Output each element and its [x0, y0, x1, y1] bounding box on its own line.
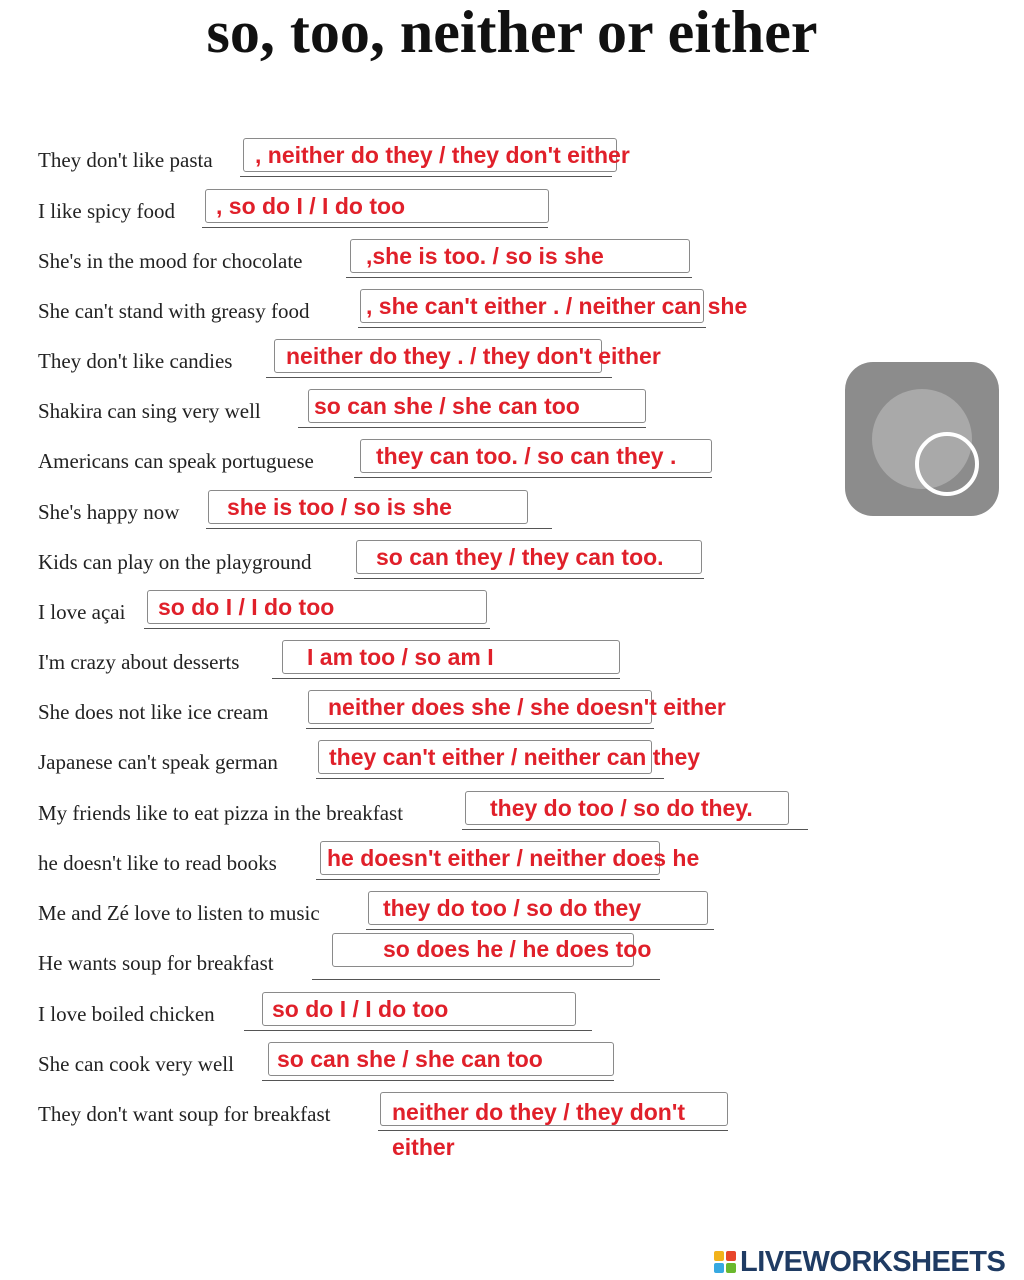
answer-underline	[272, 678, 620, 679]
exercise-row	[0, 936, 1024, 985]
answer-text: they can't either / neither can they	[329, 744, 701, 770]
answer-text: so can she / she can too	[277, 1046, 543, 1072]
exercise-row	[0, 644, 1024, 684]
exercise-row	[0, 795, 1024, 835]
exercise-prompt: Japanese can't speak german	[38, 750, 278, 774]
exercise-prompt: She's happy now	[38, 500, 180, 524]
answer-text: neither does she / she doesn't either	[328, 694, 726, 720]
record-circle-icon	[872, 389, 972, 489]
answer-underline	[244, 1030, 592, 1031]
answer-text: I am too / so am I	[307, 644, 494, 670]
exercise-prompt: She can cook very well	[38, 1052, 234, 1076]
page-title: so, too, neither or either	[206, 0, 818, 65]
exercise-prompt: Shakira can sing very well	[38, 399, 261, 423]
answer-text: , neither do they / they don't either	[255, 142, 630, 168]
answer-text: so can they / they can too.	[376, 544, 664, 570]
exercise-prompt: Kids can play on the playground	[38, 550, 312, 574]
answer-text: , so do I / I do too	[216, 193, 406, 219]
answer-text: they do too / so do they.	[490, 795, 753, 821]
answer-text: so can she / she can too	[314, 393, 580, 419]
exercise-row	[0, 694, 1024, 734]
answer-text: they can too. / so can they .	[376, 443, 677, 469]
answer-text: so do I / I do too	[158, 594, 335, 620]
exercise-row	[0, 1046, 1024, 1086]
answer-underline	[354, 578, 704, 579]
exercise-prompt: She can't stand with greasy food	[38, 299, 310, 323]
answer-text: so do I / I do too	[272, 996, 449, 1022]
answer-text: she is too / so is she	[227, 494, 452, 520]
exercise-prompt: I like spicy food	[38, 199, 176, 223]
answer-underline	[316, 778, 664, 779]
exercise-row	[0, 1096, 1024, 1160]
answer-underline	[346, 277, 692, 278]
answer-text: he doesn't either / neither does he	[327, 845, 700, 871]
exercise-prompt: I love açai	[38, 600, 126, 624]
answer-underline	[354, 477, 712, 478]
answer-text: , she can't either . / neither can she	[366, 293, 748, 319]
answer-text: ,she is too. / so is she	[366, 243, 604, 269]
record-button[interactable]	[845, 362, 999, 516]
answer-text: neither do they / they don't either	[392, 1099, 685, 1160]
exercise-row	[0, 293, 1024, 333]
logo-square	[726, 1263, 736, 1273]
answer-underline	[358, 327, 706, 328]
answer-underline	[462, 829, 808, 830]
exercise-prompt: My friends like to eat pizza in the breakfast	[38, 801, 404, 825]
answer-underline	[316, 879, 660, 880]
answer-underline	[366, 929, 714, 930]
answer-underline	[262, 1080, 614, 1081]
exercise-prompt: I love boiled chicken	[38, 1002, 215, 1026]
logo-square	[714, 1251, 724, 1261]
exercise-row	[0, 845, 1024, 885]
logo-square	[714, 1263, 724, 1273]
exercise-row	[0, 544, 1024, 584]
answer-underline	[266, 377, 612, 378]
answer-underline	[240, 176, 612, 177]
answer-text: so does he / he does too	[383, 936, 652, 962]
answer-underline	[202, 227, 548, 228]
exercise-prompt: She's in the mood for chocolate	[38, 249, 303, 273]
exercise-prompt: Americans can speak portuguese	[38, 449, 314, 473]
exercise-row	[0, 243, 1024, 283]
exercise-prompt: He wants soup for breakfast	[38, 951, 274, 975]
exercise-prompt: They don't want soup for breakfast	[38, 1102, 331, 1126]
exercise-prompt: I'm crazy about desserts	[38, 650, 240, 674]
exercise-row	[0, 744, 1024, 784]
answer-underline	[298, 427, 646, 428]
answer-underline	[206, 528, 552, 529]
answer-text: neither do they . / they don't either	[286, 343, 661, 369]
exercise-row	[0, 895, 1024, 935]
answer-underline	[312, 979, 660, 980]
exercise-prompt: They don't like pasta	[38, 148, 213, 172]
exercise-row	[0, 142, 1024, 182]
brand-name: LIVEWORKSHEETS	[740, 1245, 1006, 1278]
liveworksheets-logo-icon	[714, 1251, 736, 1273]
exercise-row	[0, 193, 1024, 233]
exercise-prompt: She does not like ice cream	[38, 700, 269, 724]
exercise-row	[0, 594, 1024, 634]
liveworksheets-logo	[714, 1246, 1005, 1278]
exercise-prompt: Me and Zé love to listen to music	[38, 901, 320, 925]
logo-square	[726, 1251, 736, 1261]
exercise-prompt: They don't like candies	[38, 349, 233, 373]
exercise-prompt: he doesn't like to read books	[38, 851, 277, 875]
answer-underline	[144, 628, 490, 629]
answer-text: they do too / so do they	[383, 895, 642, 921]
exercise-row	[0, 996, 1024, 1036]
answer-underline	[306, 728, 654, 729]
